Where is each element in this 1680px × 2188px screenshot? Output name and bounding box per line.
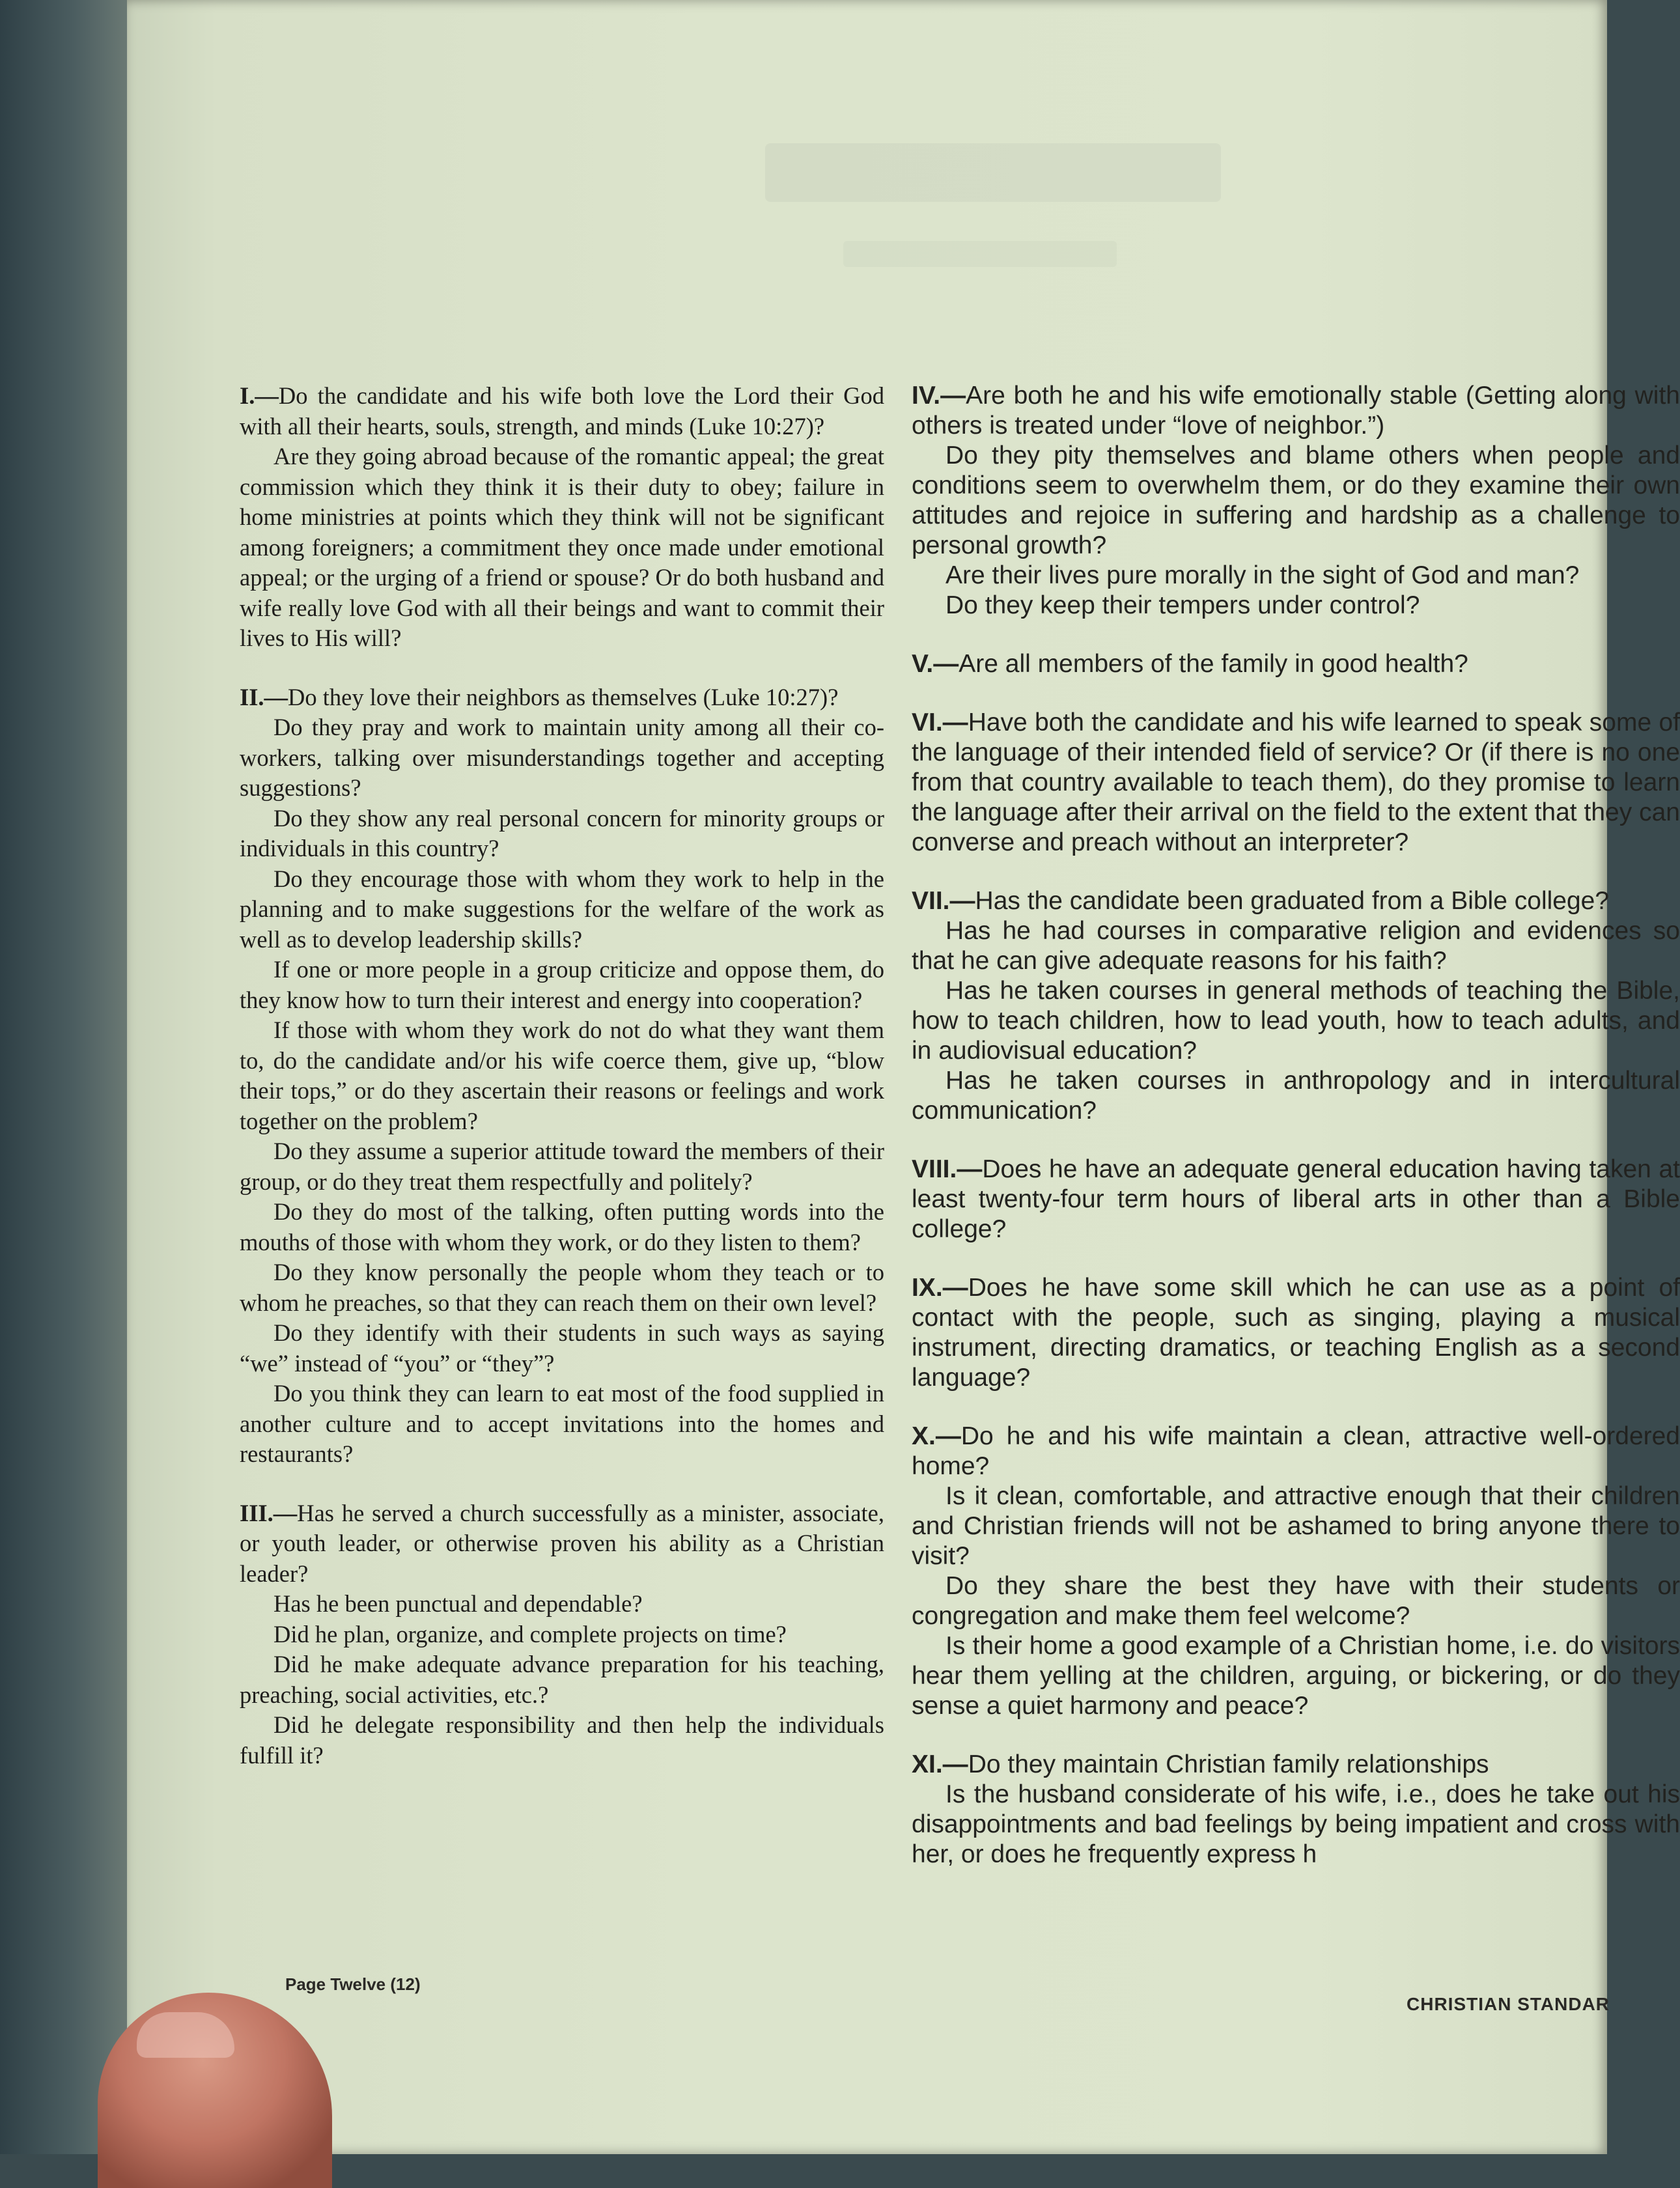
question-number: X.— xyxy=(912,1422,961,1450)
question-paragraph xyxy=(240,804,884,864)
question-paragraph xyxy=(240,712,884,804)
question-paragraph xyxy=(912,1571,1680,1631)
question-heading xyxy=(912,1155,1680,1244)
paragraph-text: Is the husband considerate of his wife, i.e., does he take out his disappointments and bad feelings by being impatient and cross with her, or does he frequently express h xyxy=(912,1780,1680,1868)
question-heading xyxy=(240,682,884,713)
question-section xyxy=(912,1750,1680,1870)
question-paragraph xyxy=(240,1620,884,1650)
paragraph-text: Are both he and his wife emotionally stable (Getting along with others is treated under “love of neighbor.”) xyxy=(912,382,1680,440)
question-number: VI.— xyxy=(912,708,968,736)
question-section xyxy=(912,1155,1680,1244)
paragraph-text: Do the candidate and his wife both love the Lord their God with all their hearts, souls, strength, and minds (Luke 10:27)? xyxy=(240,382,884,440)
paragraph-text: Has he taken courses in general methods of teaching the Bible, how to teach children, how to lead youth, how to teach adults, and in audiovisual education? xyxy=(912,977,1680,1065)
paragraph-text: Do they encourage those with whom they work to help in the planning and to make suggestions for the welfare of the work as well as to develop leadership skills? xyxy=(240,865,884,953)
question-heading xyxy=(912,1422,1680,1481)
paragraph-text: Did he make adequate advance preparation for his teaching, preaching, social activities, etc.? xyxy=(240,1651,884,1708)
left-text-column xyxy=(240,381,884,1799)
question-section xyxy=(912,708,1680,858)
paragraph-text: Do they know personally the people whom they teach or to whom he preaches, so that they can reach them on their own level? xyxy=(240,1259,884,1316)
question-paragraph xyxy=(912,591,1680,621)
paragraph-text: Do they assume a superior attitude toward the members of their group, or do they treat them respectfully and politely? xyxy=(240,1138,884,1195)
publication-footer: CHRISTIAN STANDAR xyxy=(1407,1994,1610,2014)
question-paragraph xyxy=(912,1631,1680,1721)
right-text-column-inner xyxy=(912,381,1680,1870)
paragraph-text: Is it clean, comfortable, and attractive enough that their children and Christian friends will not be ashamed to bring anyone there to visit? xyxy=(912,1482,1680,1570)
question-paragraph xyxy=(912,916,1680,976)
question-paragraph xyxy=(240,1318,884,1379)
question-heading xyxy=(912,1273,1680,1393)
question-number: IV.— xyxy=(912,382,966,410)
paragraph-text: Do they do most of the talking, often putting words into the mouths of those with whom they work, or do they listen to them? xyxy=(240,1198,884,1255)
question-number: VIII.— xyxy=(912,1155,983,1183)
question-number: I.— xyxy=(240,382,279,409)
paragraph-text: Has he had courses in comparative religion and evidences so that he can give adequate reasons for his faith? xyxy=(912,917,1680,975)
right-text-column xyxy=(912,381,1680,1898)
question-heading xyxy=(912,649,1680,679)
question-paragraph xyxy=(912,976,1680,1066)
paragraph-text: If those with whom they work do not do what they want them to, do the candidate and/or his wife coerce them, give up, “blow their tops,” or do they ascertain their reasons or feelings and work together on the problem? xyxy=(240,1017,884,1134)
question-number: VII.— xyxy=(912,887,975,915)
question-heading xyxy=(912,886,1680,916)
question-paragraph xyxy=(912,1066,1680,1126)
paragraph-text: Has he been punctual and dependable? xyxy=(273,1590,643,1617)
question-number: III.— xyxy=(240,1499,298,1526)
question-paragraph xyxy=(240,1257,884,1318)
left-page-edge xyxy=(0,0,133,2154)
paragraph-text: Do they pray and work to maintain unity among all their co-workers, talking over misunderstandings together and accepting suggestions? xyxy=(240,714,884,801)
right-text-column-clip xyxy=(912,365,1680,2071)
question-heading xyxy=(912,381,1680,441)
question-section xyxy=(240,1498,884,1771)
question-section xyxy=(240,381,884,654)
paragraph-text: Do they show any real personal concern for minority groups or individuals in this country? xyxy=(240,804,884,862)
question-heading xyxy=(912,1750,1680,1780)
faint-show-through-subheading xyxy=(843,241,1117,267)
question-heading xyxy=(240,1498,884,1590)
paragraph-text: Have both the candidate and his wife learned to speak some of the language of their intended field of service? Or (if there is no one from that country available to teach them), do they promise to learn the language after their arrival on the field to the extent that they can converse and preach without an interpreter? xyxy=(912,708,1680,856)
question-paragraph xyxy=(240,955,884,1015)
paragraph-text: Do they love their neighbors as themselves (Luke 10:27)? xyxy=(288,683,839,710)
paragraph-text: Are they going abroad because of the romantic appeal; the great commission which they think it is their duty to obey; failure in home ministries at points which they think will not be significant among foreigners; a commitment they once made under emotional appeal; or the urging of a friend or spouse? Or do both husband and wife really love God with all their beings and want to commit their lives to His will? xyxy=(240,443,884,651)
question-heading xyxy=(240,381,884,442)
paragraph-text: Has he served a church successfully as a minister, associate, or youth leader, or otherwise proven his ability as a Christian leader? xyxy=(240,1499,884,1587)
paragraph-text: Does he have an adequate general education having taken at least twenty-four term hours of liberal arts in other than a Bible college? xyxy=(912,1155,1680,1243)
question-paragraph xyxy=(240,1649,884,1710)
paragraph-text: Do they share the best they have with their students or congregation and make them feel welcome? xyxy=(912,1572,1680,1630)
page-number-footer: Page Twelve (12) xyxy=(285,1974,421,1994)
question-paragraph xyxy=(240,442,884,654)
thumb-nail xyxy=(137,2012,234,2058)
question-heading xyxy=(912,708,1680,858)
paragraph-text: Is their home a good example of a Christian home, i.e. do visitors hear them yelling at the children, arguing, or bickering, or do they sense a quiet harmony and peace? xyxy=(912,1632,1680,1720)
question-paragraph xyxy=(240,1589,884,1620)
question-number: II.— xyxy=(240,683,288,710)
question-number: V.— xyxy=(912,650,959,678)
paragraph-text: Did he plan, organize, and complete projects on time? xyxy=(273,1620,787,1648)
faint-show-through-heading xyxy=(765,143,1221,202)
question-section xyxy=(912,1273,1680,1393)
question-section xyxy=(240,682,884,1470)
question-number: XI.— xyxy=(912,1750,968,1778)
question-paragraph xyxy=(240,1379,884,1470)
question-paragraph xyxy=(912,441,1680,561)
question-number: IX.— xyxy=(912,1274,968,1302)
question-paragraph xyxy=(912,1780,1680,1870)
paragraph-text: Do they identify with their students in such ways as saying “we” instead of “you” or “they”? xyxy=(240,1319,884,1377)
paragraph-text: Do you think they can learn to eat most of the food supplied in another culture and to accept invitations into the homes and restaurants? xyxy=(240,1380,884,1467)
paragraph-text: Do he and his wife maintain a clean, attractive well-ordered home? xyxy=(912,1422,1680,1480)
question-section xyxy=(912,649,1680,679)
question-paragraph xyxy=(240,1136,884,1197)
paragraph-text: Do they keep their tempers under control? xyxy=(945,591,1420,619)
question-paragraph xyxy=(240,1197,884,1257)
paragraph-text: Are all members of the family in good health? xyxy=(959,650,1468,678)
question-paragraph xyxy=(240,1015,884,1136)
paragraph-text: Has he taken courses in anthropology and in intercultural communication? xyxy=(912,1067,1680,1125)
question-paragraph xyxy=(912,1481,1680,1571)
question-paragraph xyxy=(912,561,1680,591)
question-paragraph xyxy=(240,1710,884,1771)
question-section xyxy=(912,886,1680,1126)
paragraph-text: Does he have some skill which he can use as a point of contact with the people, such as singing, playing a musical instrument, directing dramatics, or teaching English as a second language? xyxy=(912,1274,1680,1392)
question-paragraph xyxy=(240,864,884,955)
paragraph-text: Do they maintain Christian family relationships xyxy=(968,1750,1489,1778)
paragraph-text: Do they pity themselves and blame others when people and conditions seem to overwhelm them, or do they examine their own attitudes and rejoice in suffering and hardship as a challenge to personal growth? xyxy=(912,442,1680,559)
question-section xyxy=(912,1422,1680,1721)
paragraph-text: Did he delegate responsibility and then help the individuals fulfill it? xyxy=(240,1711,884,1769)
paragraph-text: If one or more people in a group criticize and oppose them, do they know how to turn their interest and energy into cooperation? xyxy=(240,956,884,1013)
paragraph-text: Has the candidate been graduated from a Bible college? xyxy=(975,887,1610,915)
paragraph-text: Are their lives pure morally in the sight of God and man? xyxy=(945,561,1580,589)
question-section xyxy=(912,381,1680,621)
